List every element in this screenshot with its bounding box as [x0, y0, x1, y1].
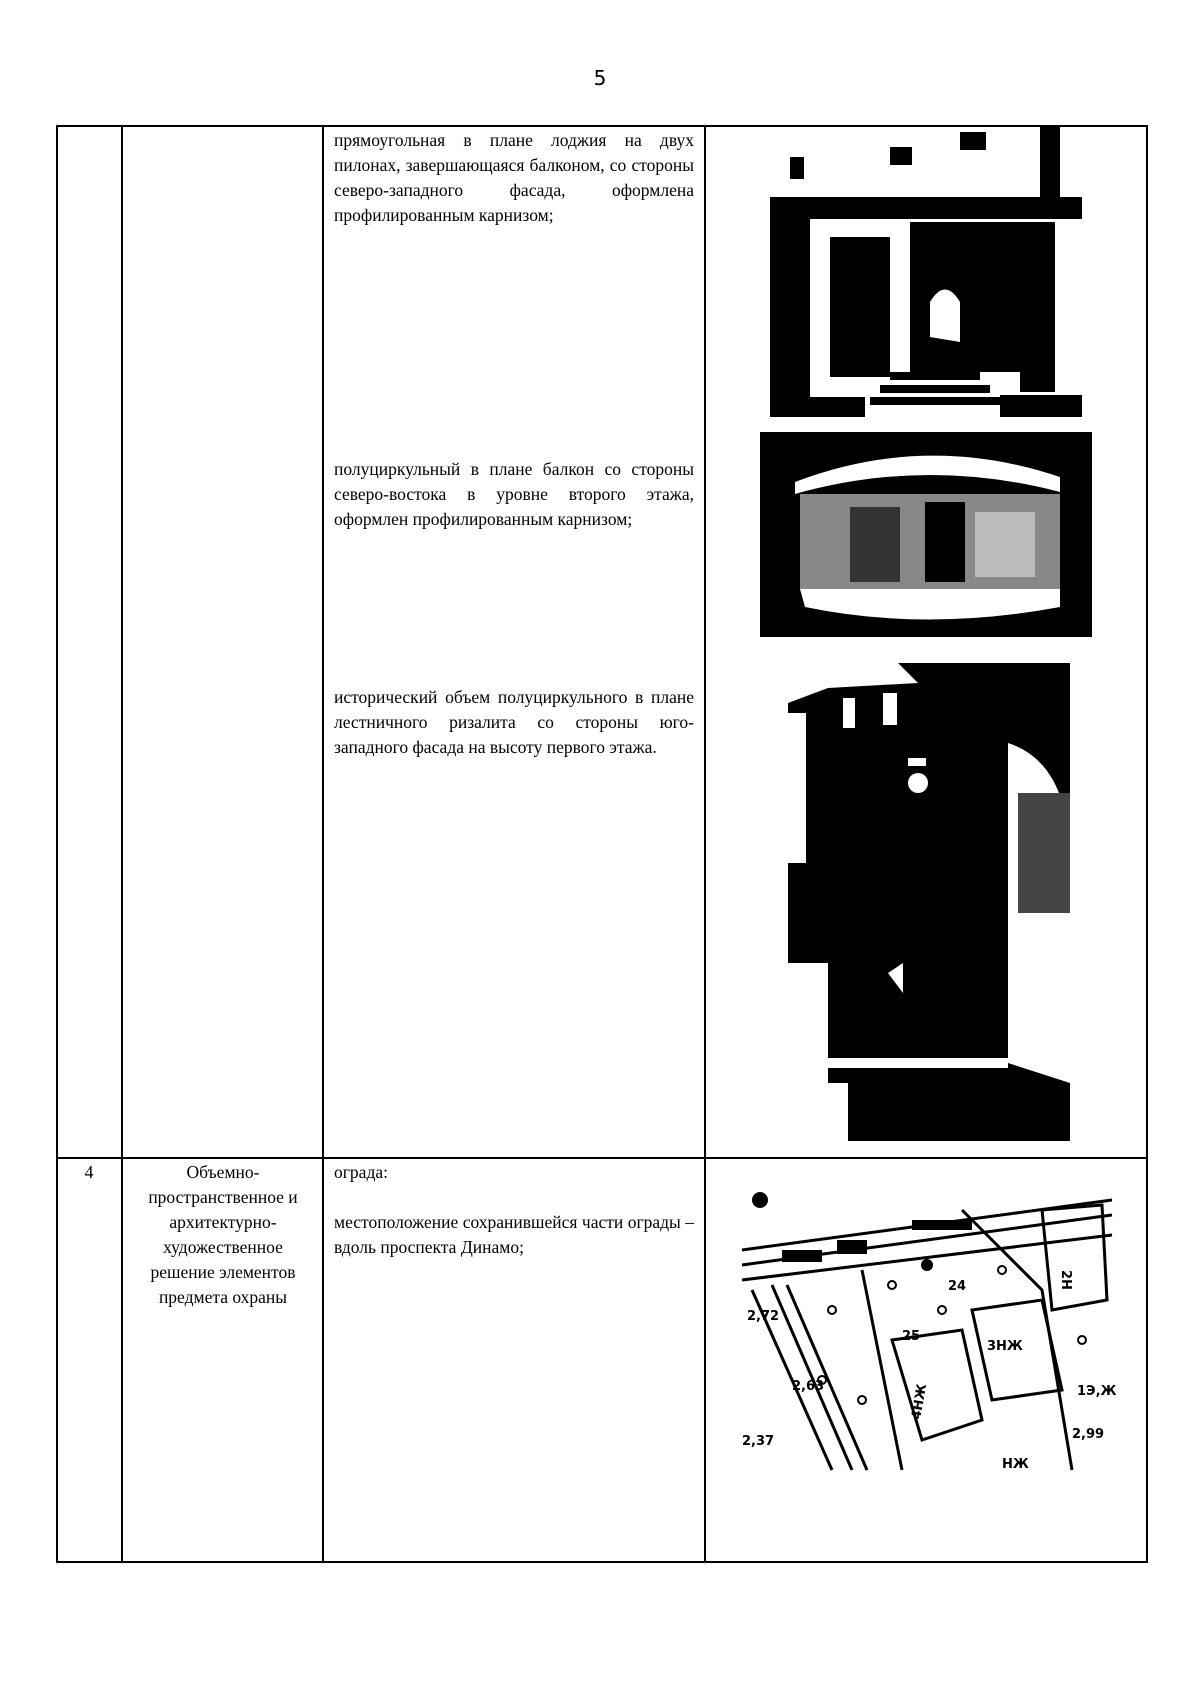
description-stair-risalit: исторический объем полуциркульного в плане лестничного ризалита со стороны юго-западного фасада на высоту первого этажа.	[334, 687, 694, 757]
row-number: 4	[84, 1162, 94, 1182]
table-column-divider-1	[121, 125, 123, 1563]
table-border-left	[56, 125, 58, 1563]
map-label-25: 25	[902, 1329, 921, 1344]
table-border-bottom	[56, 1561, 1148, 1563]
map-label-24: 24	[948, 1279, 967, 1294]
table-row-divider	[56, 1157, 1148, 1159]
table-border-right	[1146, 125, 1148, 1563]
photo-loggia	[770, 127, 1082, 417]
map-label-3nzh: 3НЖ	[987, 1339, 1023, 1354]
photo-balcony	[760, 432, 1092, 648]
description-fence-location: местоположение сохранившейся части ограды – вдоль проспекта Динамо;	[334, 1212, 694, 1257]
map-label-nzh: НЖ	[1002, 1457, 1029, 1472]
description-balcony: полуциркульный в плане балкон со стороны северо-востока в уровне второго этажа, оформлен профилированным карнизом;	[334, 459, 694, 529]
row-title: Объемно-пространственное и архитектурно-художественное решение элементов предмета охраны	[148, 1162, 298, 1307]
page-number: 5	[593, 66, 607, 90]
photo-stair-risalit	[788, 663, 1070, 1141]
map-label-263: 2,63	[792, 1379, 825, 1394]
map-label-2n: 2Н	[1058, 1270, 1073, 1290]
map-fence-location	[742, 1190, 1117, 1472]
description-loggia: прямоугольная в плане лоджия на двух пилонах, завершающаяся балконом, со стороны северо-западного фасада, оформлена профилированным карнизом;	[334, 130, 694, 225]
table-column-divider-2	[322, 125, 324, 1563]
map-label-4nzh: 4НЖ	[909, 1382, 931, 1421]
table-column-divider-3	[704, 125, 706, 1563]
map-label-299: 2,99	[1072, 1427, 1105, 1442]
description-fence-heading: ограда:	[334, 1162, 388, 1182]
map-label-272: 2,72	[747, 1309, 780, 1324]
map-label-1ezh: 1Э,Ж	[1077, 1384, 1117, 1399]
map-label-237: 2,37	[742, 1434, 775, 1449]
